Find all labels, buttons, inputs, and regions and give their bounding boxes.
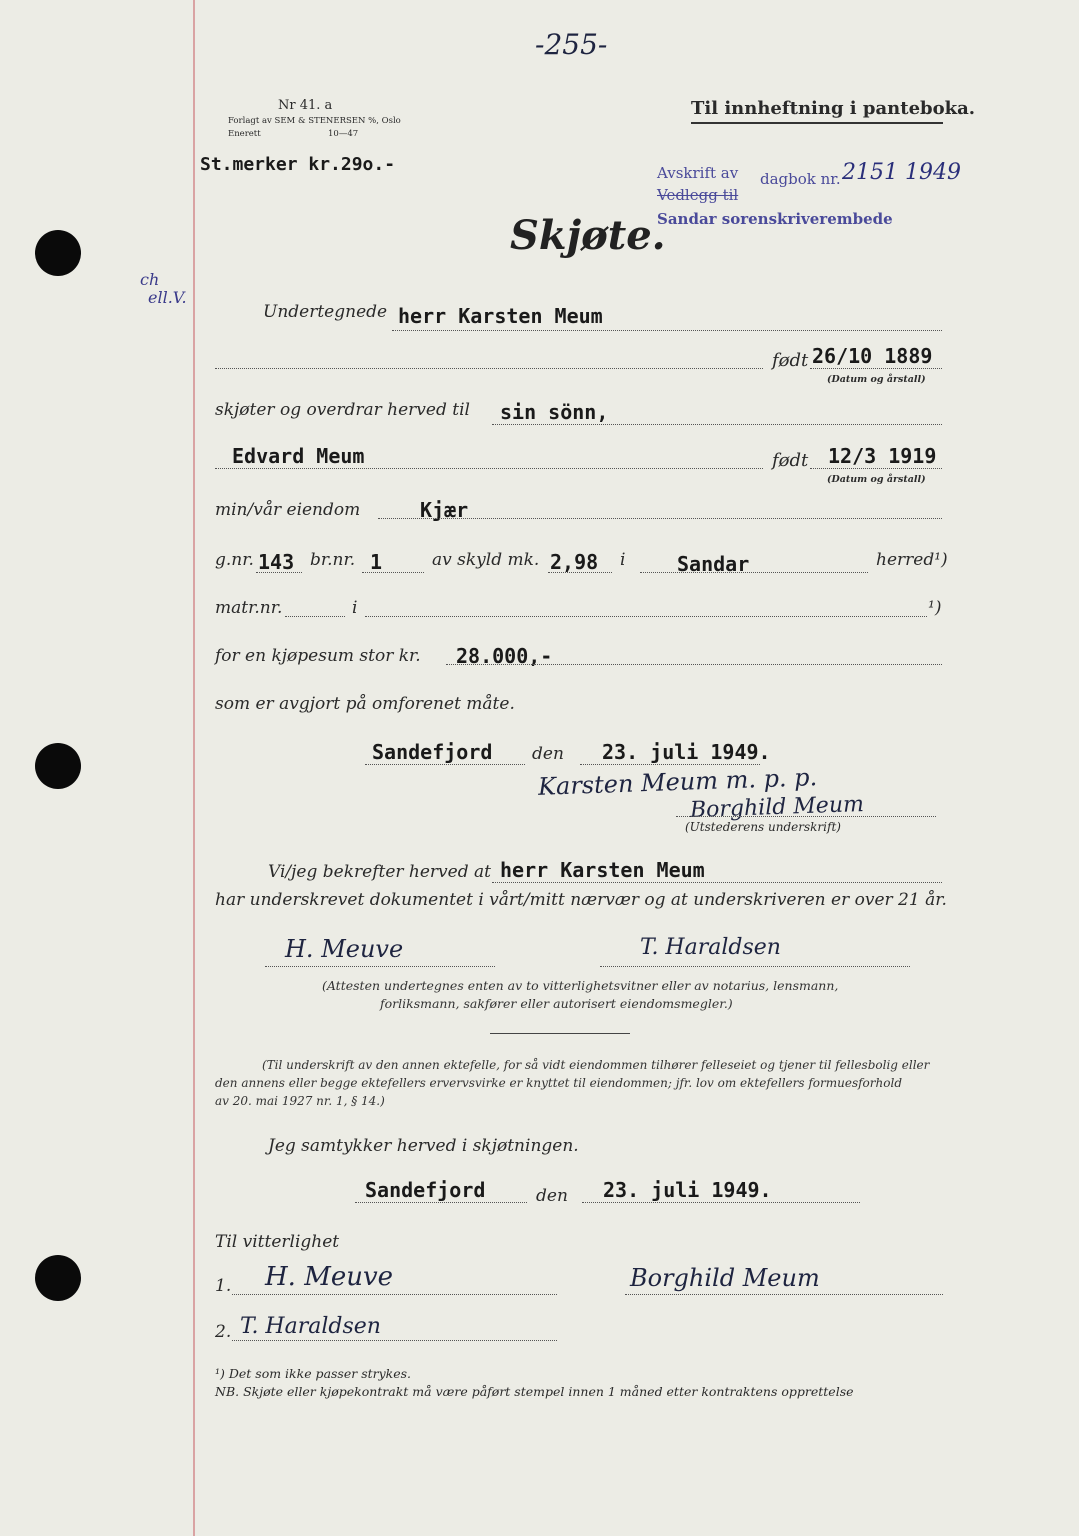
- brnr-label: br.nr.: [310, 550, 356, 570]
- attest-note-2: forliksmann, sakfører eller autorisert eiendomsmegler.): [380, 996, 733, 1011]
- property-label: min/vår eiendom: [215, 500, 361, 520]
- signing-place: Sandefjord: [372, 740, 493, 764]
- property-name: Kjær: [420, 498, 469, 522]
- seller-born-label: født: [772, 350, 809, 371]
- price-amount: 28.000,-: [456, 644, 553, 668]
- margin-note-1: ch: [140, 270, 160, 289]
- matr-dotline: [285, 616, 345, 617]
- punch-hole-middle: [35, 743, 81, 789]
- stamp-duty: St.merker kr.29o.-: [200, 154, 396, 175]
- brnr-value: 1: [370, 550, 383, 574]
- header-right: Til innheftning i panteboka.: [691, 98, 976, 119]
- skyld-label: av skyld mk.: [432, 550, 540, 570]
- margin-note-2: ell.V.: [148, 288, 187, 307]
- seller-born-dotline: [810, 368, 942, 369]
- header-underline: [691, 122, 943, 124]
- matr-i-dotline: [365, 616, 927, 617]
- buyer-born-hint: (Datum og årstall): [827, 474, 926, 485]
- transfer-dotline: [492, 424, 942, 425]
- spouse-note-1: (Til underskrift av den annen ektefelle, for så vidt eiendommen tilhører felleseiet og tjener til fellesbolig eller: [262, 1058, 930, 1072]
- consent-date-dotline: [582, 1202, 860, 1203]
- spouse-signature: Borghild Meum: [630, 1264, 820, 1292]
- form-number: Nr 41. a: [278, 98, 333, 113]
- property-dotline: [378, 518, 942, 519]
- signature-dotline: [676, 816, 936, 817]
- seller-label: Undertegnede: [263, 302, 388, 322]
- page-number-mark: -255-: [535, 28, 608, 61]
- margin-rule: [193, 0, 195, 1536]
- signing-date-dotline: [580, 764, 760, 765]
- signing-date: 23. juli 1949.: [602, 740, 771, 764]
- footer-note-2: NB. Skjøte eller kjøpekontrakt må være påført stempel innen 1 måned etter kontraktens opprettelse: [215, 1384, 854, 1399]
- registry-line3: Sandar sorenskriverembede: [657, 210, 893, 228]
- seller-dotline-2: [215, 368, 763, 369]
- consent-text: Jeg samtykker herved i skjøtningen.: [268, 1136, 579, 1156]
- section-rule: [490, 1033, 630, 1034]
- attest-witness-1: H. Meuve: [285, 935, 404, 963]
- herred-label: herred¹): [876, 550, 948, 570]
- spouse-note-2: den annens eller begge ektefellers ervervsvirke er knyttet til eiendommen; jfr. lov om ektefellers formuesforhold: [215, 1076, 902, 1090]
- registry-line1b: dagbok nr.: [760, 170, 841, 188]
- spouse-note-3: av 20. mai 1927 nr. 1, § 14.): [215, 1094, 385, 1108]
- attest-line2: har underskrevet dokumentet i vårt/mitt nærvær og at underskriveren er over 21 år.: [215, 890, 947, 910]
- skyld-dotline: [548, 572, 612, 573]
- consent-place-dotline: [355, 1202, 527, 1203]
- settled-text: som er avgjort på omforenet måte.: [215, 694, 515, 714]
- signing-place-dotline: [365, 764, 525, 765]
- attest-note-1: (Attesten undertegnes enten av to vitterlighetsvitner eller av notarius, lensmann,: [322, 978, 839, 993]
- attest-witness-1-line: [265, 966, 495, 967]
- buyer-born-label: født: [772, 450, 809, 471]
- transfer-label: skjøter og overdrar herved til: [215, 400, 470, 420]
- registry-line2: Vedlegg til: [657, 186, 739, 204]
- witness-line-2: [232, 1340, 557, 1341]
- document-title: Skjøte.: [510, 212, 666, 259]
- seller-name: herr Karsten Meum: [398, 304, 603, 328]
- buyer-born-dotline: [810, 468, 942, 469]
- seller-dotline: [392, 330, 942, 331]
- price-dotline: [446, 664, 942, 665]
- buyer-born: 12/3 1919: [828, 444, 937, 468]
- attest-label: Vi/jeg bekrefter herved at: [268, 862, 491, 882]
- attest-dotline: [492, 882, 942, 883]
- gnr-value: 143: [258, 550, 295, 574]
- punch-hole-top: [35, 230, 81, 276]
- signature-caption: (Utstederens underskrift): [685, 820, 841, 834]
- buyer-dotline: [215, 468, 763, 469]
- seller-born-hint: (Datum og årstall): [827, 374, 926, 385]
- witness-line-1: [232, 1294, 557, 1295]
- publisher-line: Forlagt av SEM & STENERSEN %, Oslo: [228, 116, 401, 126]
- witness-signature-2: T. Haraldsen: [240, 1314, 381, 1339]
- matr-label: matr.nr.: [215, 598, 283, 618]
- attest-witness-2-line: [600, 966, 910, 967]
- consent-den: den: [536, 1186, 568, 1206]
- herred-i: i: [620, 550, 626, 570]
- publisher-year: 10—47: [328, 129, 359, 139]
- herred-value: Sandar: [677, 552, 750, 576]
- gnr-dotline: [256, 572, 302, 573]
- consent-place: Sandefjord: [365, 1178, 486, 1202]
- witness-number-1: 1.: [215, 1276, 232, 1296]
- buyer-name: Edvard Meum: [232, 444, 365, 468]
- seller-born: 26/10 1889: [812, 344, 933, 368]
- signing-den: den: [532, 744, 564, 764]
- footer-note-1: ¹) Det som ikke passer strykes.: [215, 1366, 412, 1381]
- attest-name: herr Karsten Meum: [500, 858, 705, 882]
- registry-line1a: Avskrift av: [657, 164, 739, 182]
- herred-dotline: [640, 572, 868, 573]
- witness-number-2: 2.: [215, 1322, 232, 1342]
- witness-signature-1: H. Meuve: [265, 1262, 394, 1292]
- consent-date: 23. juli 1949.: [603, 1178, 772, 1202]
- gnr-label: g.nr.: [215, 550, 254, 570]
- price-label: for en kjøpesum stor kr.: [215, 646, 421, 666]
- punch-hole-bottom: [35, 1255, 81, 1301]
- matr-note: ¹): [928, 598, 942, 618]
- witness-label: Til vitterlighet: [215, 1232, 340, 1252]
- spouse-signature-line: [625, 1294, 943, 1295]
- publisher-enerett: Enerett: [228, 129, 261, 139]
- matr-i: i: [352, 598, 358, 618]
- registry-number: 2151 1949: [842, 160, 961, 185]
- seller-signature: Karsten Meum m. p. p.: [537, 763, 818, 801]
- seller-signature-2: Borghild Meum: [689, 791, 865, 824]
- transfer-to: sin sönn,: [500, 400, 609, 424]
- brnr-dotline: [362, 572, 424, 573]
- attest-witness-2: T. Haraldsen: [640, 935, 781, 960]
- skyld-value: 2,98: [550, 550, 599, 574]
